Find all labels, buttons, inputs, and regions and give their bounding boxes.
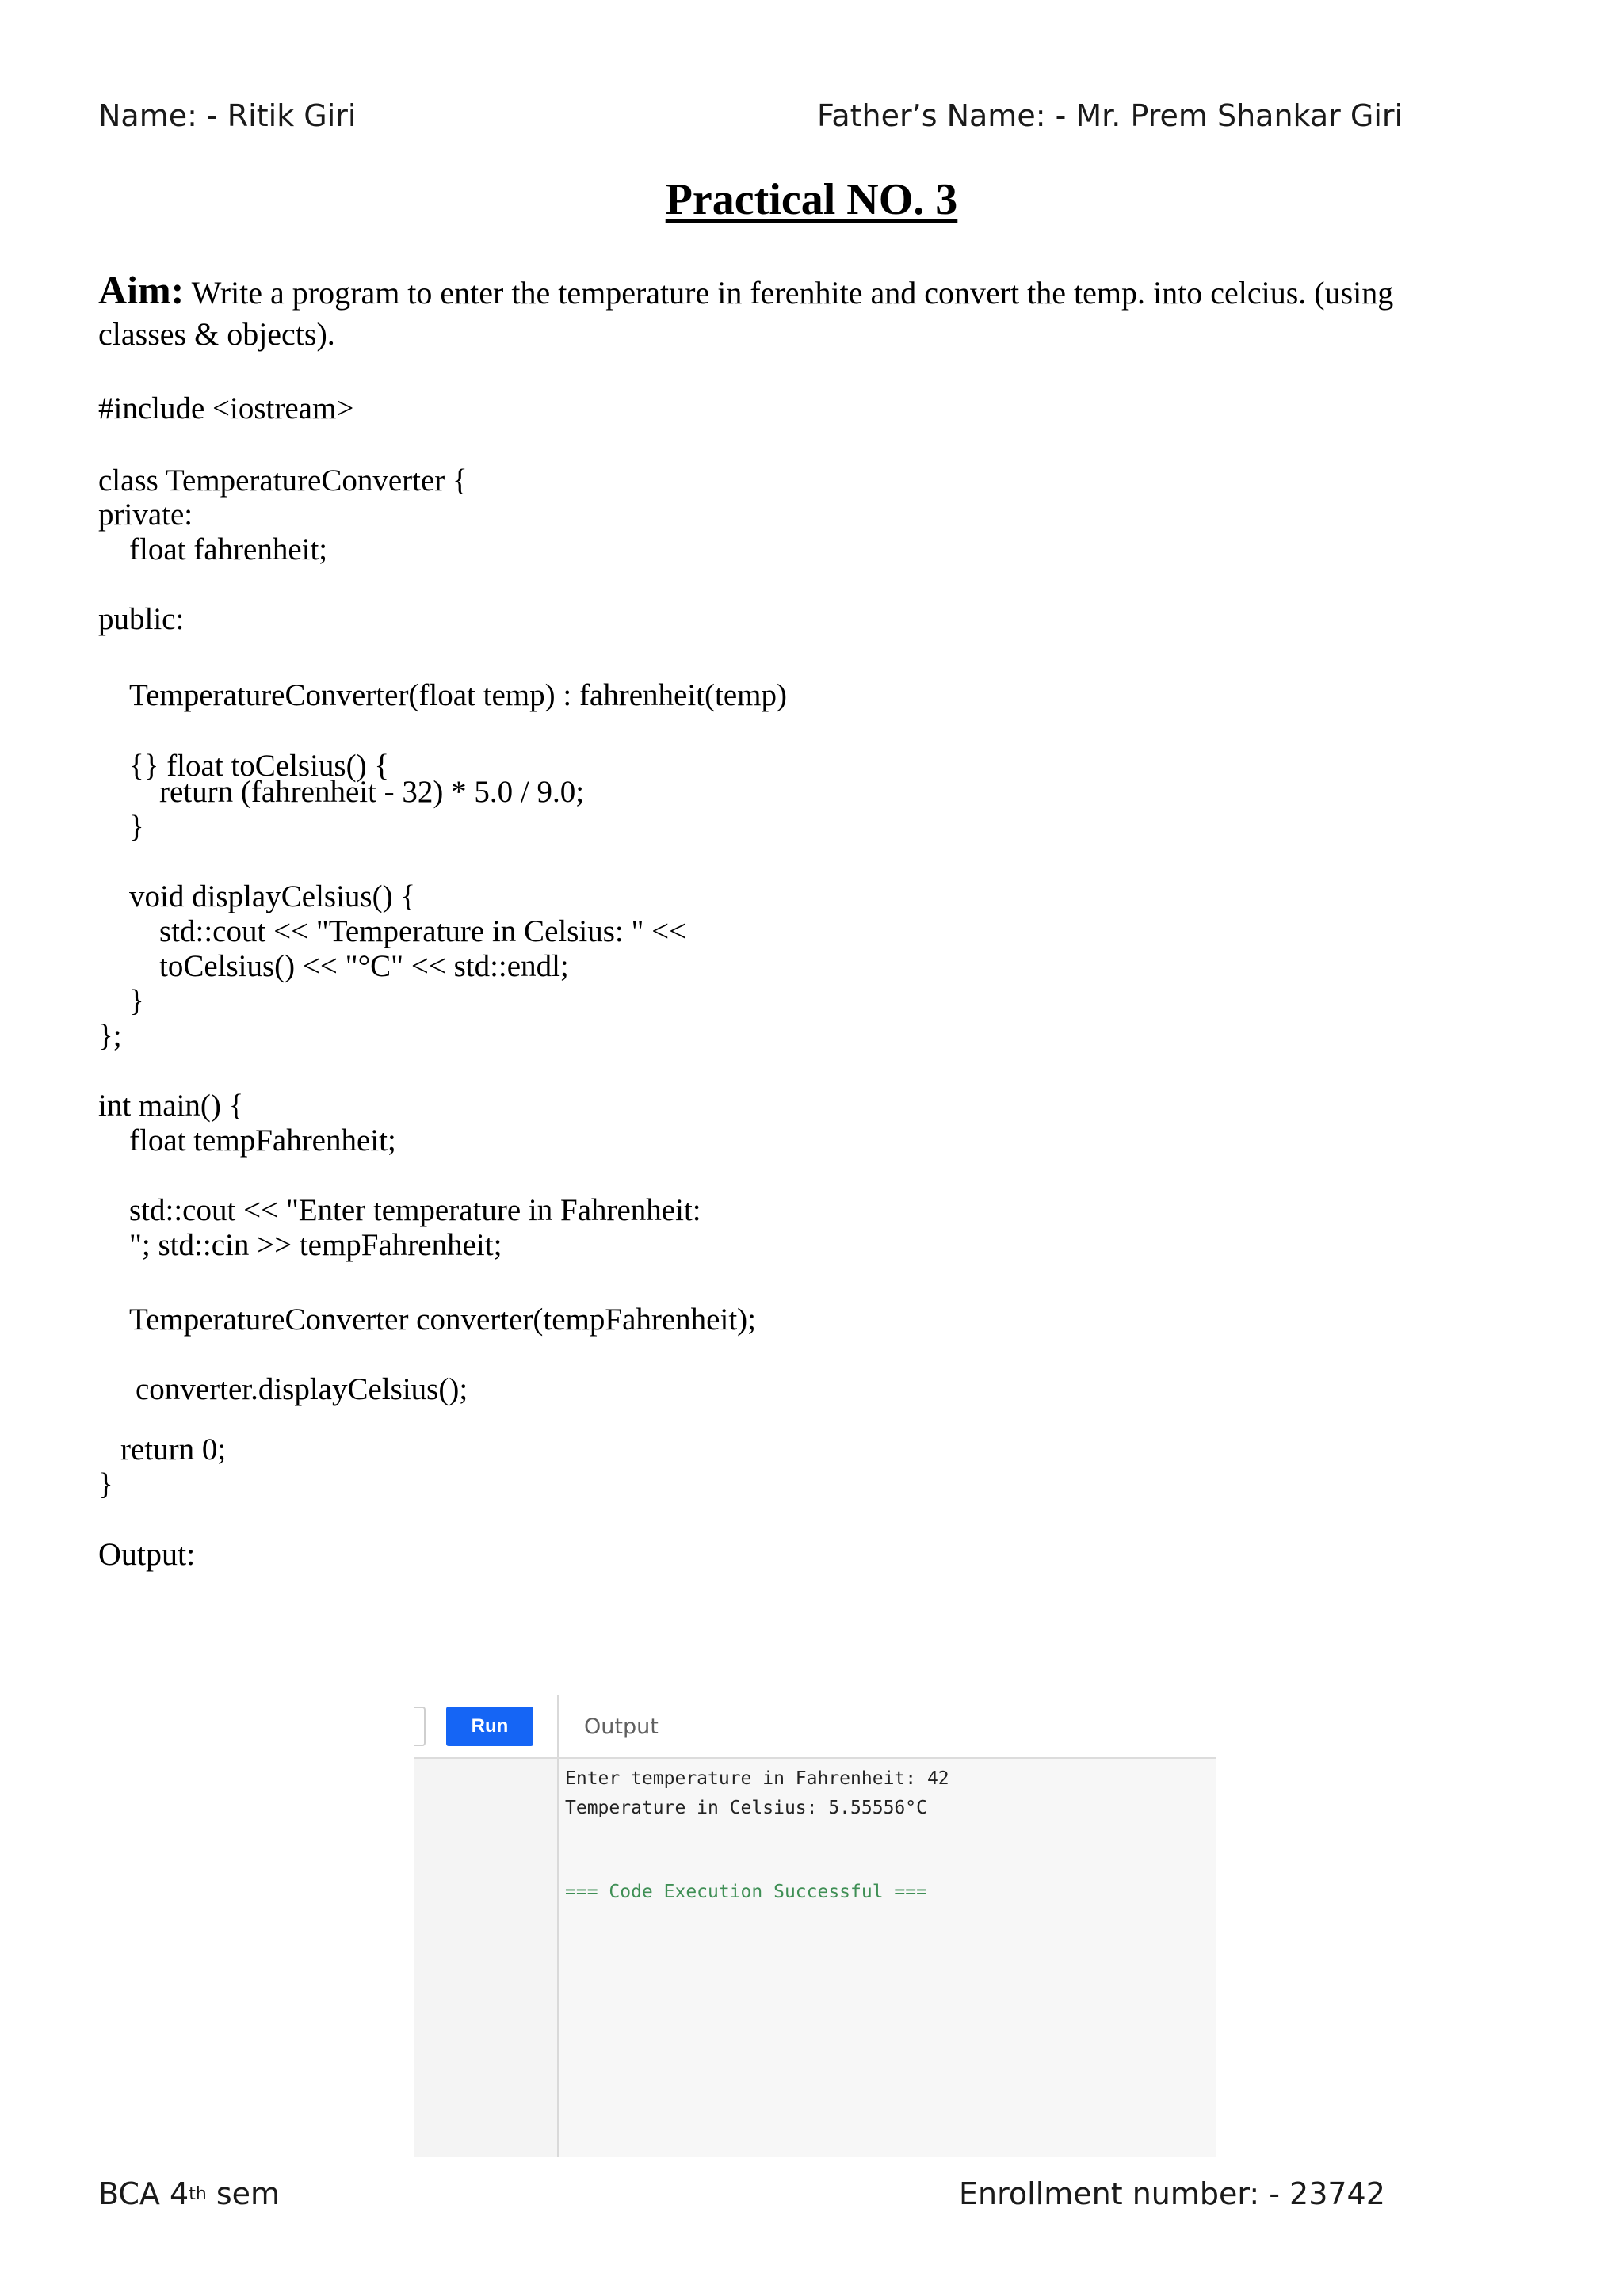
student-name: Name: - Ritik Giri [98,98,357,133]
page-title: Practical NO. 3 [665,175,958,224]
code-line: private: [98,498,193,532]
code-line: TemperatureConverter(float temp) : fahrenheit(temp) [129,678,787,712]
code-line: {} float toCelsius() { [129,749,390,783]
output-line: Enter temperature in Fahrenheit: 42 [565,1768,949,1789]
aim-label: Aim: [98,268,185,312]
execution-status: === Code Execution Successful === [565,1882,927,1902]
toolbar-field-edge [414,1707,426,1746]
code-line: #include <iostream> [98,391,354,425]
output-heading: Output: [98,1536,196,1572]
code-line: toCelsius() << "°C" << std::endl; [159,949,569,983]
code-line: int main() { [98,1089,244,1123]
course-label [98,2176,281,2211]
code-line: } [129,810,144,844]
run-button[interactable]: Run [446,1707,533,1746]
code-line: std::cout << "Temperature in Celsius: " << [159,914,687,948]
code-line: float tempFahrenheit; [129,1123,396,1158]
code-line: } [98,1467,113,1501]
output-line: Temperature in Celsius: 5.55556°C [565,1798,927,1818]
code-line: std::cout << "Enter temperature in Fahrenheit: [129,1193,701,1227]
editor-pane [414,1695,559,2157]
code-line: void displayCelsius() { [129,879,416,913]
code-line: } [129,984,144,1018]
output-panel-title: Output [584,1714,659,1739]
course-suffix: sem [206,2176,281,2211]
console-screenshot [414,1695,1216,2157]
aim-paragraph [98,269,1461,355]
code-line: public: [98,602,185,636]
aim-text: Write a program to enter the temperature in ferenhite and convert the temp. into celcius. (using classes & objects). [98,275,1394,352]
code-line: TemperatureConverter converter(tempFahrenheit); [129,1302,756,1337]
enrollment-number: Enrollment number: - 23742 [959,2176,1385,2211]
code-line: float fahrenheit; [129,532,328,566]
code-line: converter.displayCelsius(); [136,1372,468,1406]
course-ordinal: th [189,2184,207,2204]
course-text: BCA 4 [98,2176,189,2211]
father-name: Father’s Name: - Mr. Prem Shankar Giri [817,98,1403,133]
code-line: "; std::cin >> tempFahrenheit; [129,1228,502,1262]
code-line: }; [98,1019,122,1053]
code-line: return 0; [120,1432,227,1466]
code-line: return (fahrenheit - 32) * 5.0 / 9.0; [159,775,585,809]
code-line: class TemperatureConverter { [98,463,468,498]
